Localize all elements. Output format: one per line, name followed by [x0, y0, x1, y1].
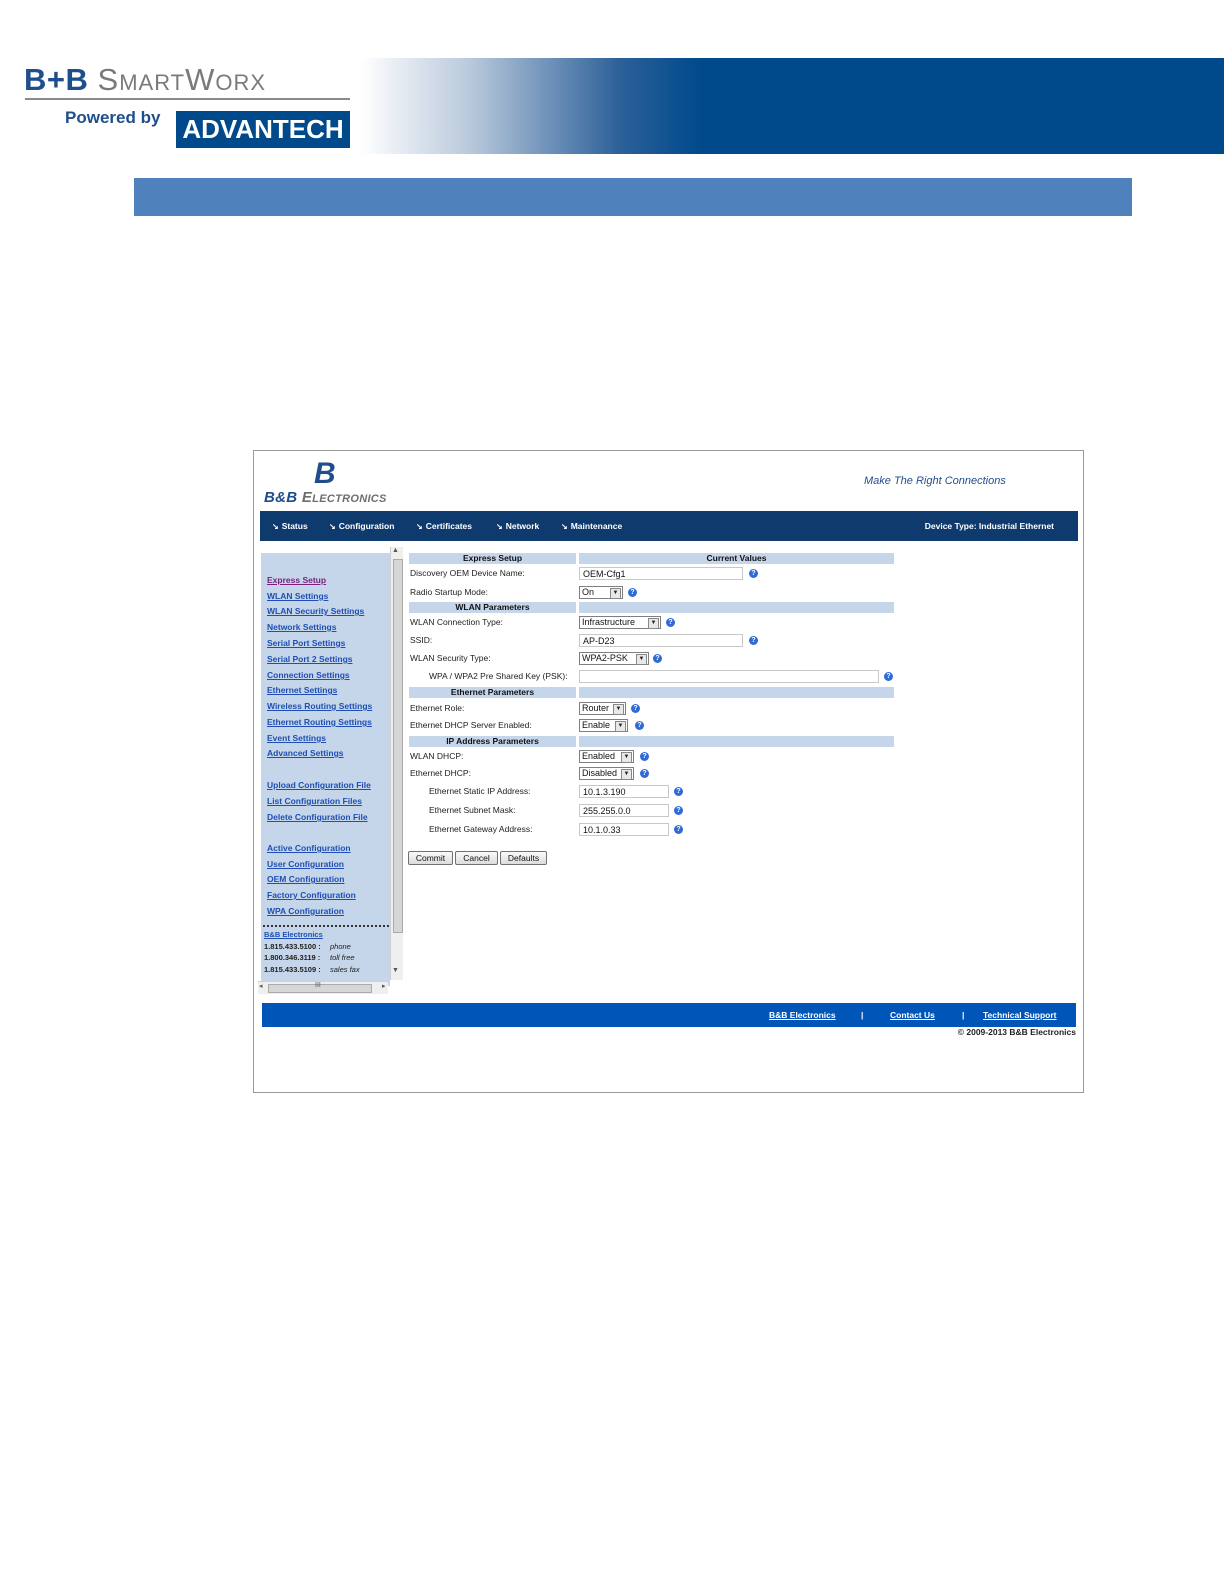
main-nav — [260, 511, 1078, 541]
web-ui-screenshot — [253, 450, 1084, 1093]
bb-logo-name — [264, 489, 387, 506]
nav-network-label: Network — [505, 521, 540, 531]
sidebar-link-active-config[interactable]: Active Configuration — [267, 843, 351, 853]
eth-dhcp-value: Disabled — [582, 768, 618, 778]
sidebar-vertical-scrollbar[interactable] — [390, 547, 403, 980]
device-name-input[interactable]: OEM-Cfg1 — [579, 567, 743, 580]
contact-company-link[interactable]: B&B Electronics — [264, 930, 323, 939]
psk-input[interactable] — [579, 670, 879, 683]
nav-arrow-icon: ↘ — [329, 522, 336, 531]
chevron-down-icon[interactable]: ▼ — [621, 769, 632, 780]
eth-dhcp-select[interactable] — [579, 767, 634, 780]
nav-network[interactable] — [496, 521, 539, 531]
wlan-dhcp-value: Enabled — [582, 751, 616, 761]
wlan-dhcp-select[interactable] — [579, 750, 634, 763]
sidebar-link-connection-settings[interactable]: Connection Settings — [267, 670, 350, 680]
help-icon[interactable]: ? — [884, 672, 893, 681]
help-icon[interactable]: ? — [628, 588, 637, 597]
sidebar-link-wlan-security[interactable]: WLAN Security Settings — [267, 606, 365, 616]
help-icon[interactable]: ? — [666, 618, 675, 627]
scroll-up-icon[interactable]: ▲ — [392, 547, 399, 554]
bb-logo-name-bb: B&B — [264, 489, 298, 506]
scroll-right-icon[interactable]: ▸ — [382, 983, 386, 990]
sidebar-link-oem-config[interactable]: OEM Configuration — [267, 874, 345, 884]
sidebar-link-ethernet-settings[interactable]: Ethernet Settings — [267, 685, 338, 695]
sidebar-link-serial-port[interactable]: Serial Port Settings — [267, 638, 346, 648]
nav-arrow-icon: ↘ — [496, 522, 503, 531]
ssid-input[interactable]: AP-D23 — [579, 634, 743, 647]
sidebar-link-wlan-settings[interactable]: WLAN Settings — [267, 591, 329, 601]
sec-type-label: WLAN Security Type: — [410, 653, 491, 663]
device-type-text: Device Type: Industrial Ethernet — [924, 521, 1054, 531]
ip-section-header: IP Address Parameters — [409, 736, 576, 747]
help-icon[interactable]: ? — [674, 806, 683, 815]
section-heading-bar — [134, 178, 1132, 216]
sidebar-link-user-config[interactable]: User Configuration — [267, 859, 344, 869]
ssid-label: SSID: — [410, 635, 433, 645]
eth-dhcp-server-select[interactable] — [579, 719, 628, 732]
contact-type: sales fax — [330, 965, 360, 974]
sidebar-link-list-config[interactable]: List Configuration Files — [267, 796, 362, 806]
nav-configuration-label: Configuration — [338, 521, 395, 531]
contact-number: 1.815.433.5100 : — [264, 942, 321, 951]
subnet-input[interactable]: 255.255.0.0 — [579, 804, 669, 817]
contact-sales-fax — [264, 965, 360, 974]
nav-maintenance-label: Maintenance — [570, 521, 623, 531]
nav-configuration[interactable] — [329, 521, 394, 531]
contact-type: phone — [330, 942, 351, 951]
subnet-label: Ethernet Subnet Mask: — [429, 805, 516, 815]
help-icon[interactable]: ? — [640, 752, 649, 761]
chevron-down-icon[interactable]: ▼ — [648, 618, 659, 629]
radio-mode-label: Radio Startup Mode: — [410, 587, 488, 597]
sec-type-value: WPA2-PSK — [582, 653, 628, 663]
nav-certificates-label: Certificates — [425, 521, 473, 531]
gateway-input[interactable]: 10.1.0.33 — [579, 823, 669, 836]
sidebar-link-upload-config[interactable]: Upload Configuration File — [267, 780, 371, 790]
contact-number: 1.800.346.3119 : — [264, 953, 321, 962]
bb-logo-mark: B — [314, 457, 336, 490]
wlan-dhcp-label: WLAN DHCP: — [410, 751, 464, 761]
chevron-down-icon[interactable]: ▼ — [621, 752, 632, 763]
contact-number: 1.815.433.5109 : — [264, 965, 321, 974]
sidebar-link-network-settings[interactable]: Network Settings — [267, 622, 337, 632]
commit-button[interactable]: Commit — [408, 851, 453, 865]
scroll-thumb[interactable] — [393, 559, 403, 933]
sidebar-link-advanced-settings[interactable]: Advanced Settings — [267, 748, 344, 758]
help-icon[interactable]: ? — [653, 654, 662, 663]
chevron-down-icon[interactable]: ▼ — [615, 721, 626, 732]
footer-separator: | — [962, 1010, 965, 1020]
footer-link-technical-support[interactable]: Technical Support — [983, 1010, 1057, 1020]
sidebar-link-wireless-routing[interactable]: Wireless Routing Settings — [267, 701, 373, 711]
nav-certificates[interactable] — [416, 521, 472, 531]
nav-arrow-icon: ↘ — [416, 522, 423, 531]
bb-smartworx-logo — [24, 62, 266, 98]
tagline: Make The Right Connections — [864, 475, 1006, 487]
bb-electronics-logo — [264, 457, 464, 511]
device-name-label: Discovery OEM Device Name: — [410, 568, 525, 578]
nav-status-label: Status — [281, 521, 308, 531]
help-icon[interactable]: ? — [749, 569, 758, 578]
chevron-down-icon[interactable]: ▼ — [636, 654, 647, 665]
radio-mode-select[interactable] — [579, 586, 623, 599]
form-header-left: Express Setup — [409, 553, 576, 564]
conn-type-select[interactable] — [579, 616, 661, 629]
footer-bar — [262, 1003, 1076, 1027]
help-icon[interactable]: ? — [631, 704, 640, 713]
ethernet-section-header: Ethernet Parameters — [409, 687, 576, 698]
eth-dhcp-server-value: Enable — [582, 720, 611, 730]
form-header-right: Current Values — [579, 553, 894, 564]
static-ip-label: Ethernet Static IP Address: — [429, 786, 531, 796]
nav-arrow-icon: ↘ — [272, 522, 279, 531]
chevron-down-icon[interactable]: ▼ — [610, 588, 621, 599]
wlan-section-header-right — [579, 602, 894, 613]
eth-role-value: Router — [582, 703, 610, 713]
footer-link-contact-us[interactable]: Contact Us — [890, 1010, 935, 1020]
eth-dhcp-server-label: Ethernet DHCP Server Enabled: — [410, 720, 532, 730]
contact-toll-free — [264, 953, 355, 962]
sidebar-link-delete-config[interactable]: Delete Configuration File — [267, 812, 368, 822]
defaults-button[interactable]: Defaults — [500, 851, 547, 865]
conn-type-value: Infrastructure — [582, 617, 636, 627]
hscroll-grip: III — [315, 982, 321, 989]
help-icon[interactable]: ? — [674, 787, 683, 796]
conn-type-label: WLAN Connection Type: — [410, 617, 503, 627]
help-icon[interactable]: ? — [640, 769, 649, 778]
powered-by-text: Powered by — [65, 108, 161, 127]
sidebar-link-express-setup[interactable]: Express Setup — [267, 575, 327, 585]
gateway-label: Ethernet Gateway Address: — [429, 824, 533, 834]
radio-mode-value: On — [582, 587, 595, 597]
eth-role-select[interactable] — [579, 702, 626, 715]
scroll-down-icon[interactable]: ▼ — [392, 967, 399, 974]
sidebar-divider — [263, 925, 389, 927]
sec-type-select[interactable] — [579, 652, 649, 665]
cancel-button[interactable]: Cancel — [455, 851, 498, 865]
nav-maintenance[interactable] — [561, 521, 622, 531]
scroll-left-icon[interactable]: ◂ — [259, 983, 263, 990]
bb-logo-name-rest: Electronics — [301, 489, 387, 506]
static-ip-input[interactable]: 10.1.3.190 — [579, 785, 669, 798]
sidebar-link-serial-port-2[interactable]: Serial Port 2 Settings — [267, 654, 353, 664]
sidebar — [261, 553, 390, 986]
contact-phone — [264, 942, 351, 951]
logo-bb-text: B+B — [24, 62, 89, 97]
sidebar-horizontal-scrollbar[interactable] — [258, 981, 388, 994]
eth-role-label: Ethernet Role: — [410, 703, 465, 713]
advantech-logo: ADVANTECH — [176, 111, 350, 148]
footer-separator: | — [861, 1010, 864, 1020]
sidebar-link-ethernet-routing[interactable]: Ethernet Routing Settings — [267, 717, 372, 727]
footer-link-bb-electronics[interactable]: B&B Electronics — [769, 1010, 836, 1020]
wlan-section-header: WLAN Parameters — [409, 602, 576, 613]
eth-dhcp-label: Ethernet DHCP: — [410, 768, 471, 778]
sidebar-link-wpa-config[interactable]: WPA Configuration — [267, 906, 344, 916]
help-icon[interactable]: ? — [749, 636, 758, 645]
ethernet-section-header-right — [579, 687, 894, 698]
contact-type: toll free — [330, 953, 355, 962]
chevron-down-icon[interactable]: ▼ — [613, 704, 624, 715]
psk-label: WPA / WPA2 Pre Shared Key (PSK): — [429, 671, 568, 681]
ip-section-header-right — [579, 736, 894, 747]
sidebar-link-factory-config[interactable]: Factory Configuration — [267, 890, 356, 900]
help-icon[interactable]: ? — [674, 825, 683, 834]
logo-divider — [25, 98, 350, 100]
nav-arrow-icon: ↘ — [561, 522, 568, 531]
help-icon[interactable]: ? — [635, 721, 644, 730]
copyright-text: © 2009-2013 B&B Electronics — [957, 1027, 1076, 1037]
sidebar-link-event-settings[interactable]: Event Settings — [267, 733, 327, 743]
nav-status[interactable] — [272, 521, 308, 531]
logo-smartworx-text: SmartWorx — [97, 62, 267, 97]
